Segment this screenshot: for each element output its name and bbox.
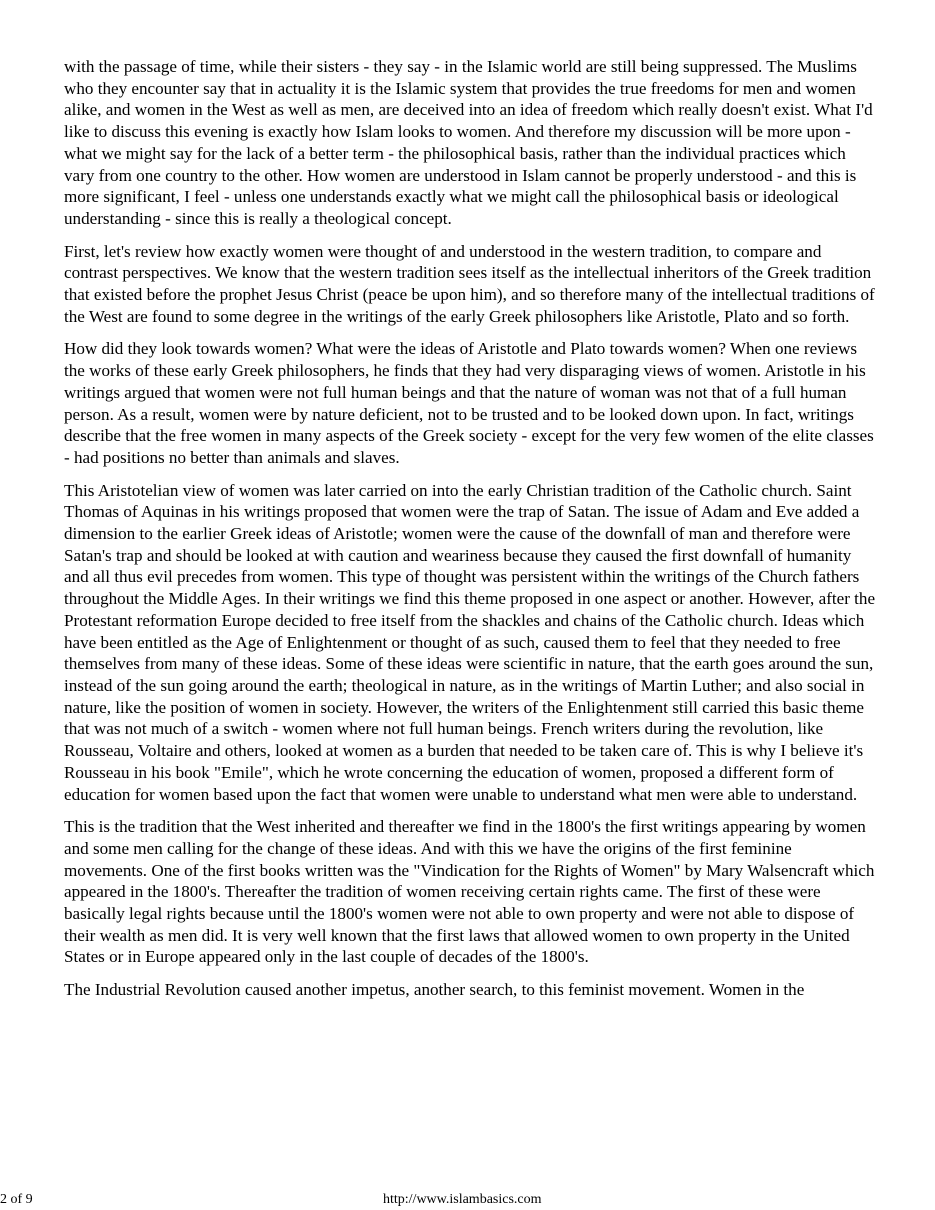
document-body — [64, 56, 876, 1012]
paragraph-1800s-tradition: This is the tradition that the West inherited and thereafter we find in the 1800's the first writings appearing by women and some men calling for the change of these ideas. And with this we have the origins of the first feminine movements. One of the first books written was the "Vindication for the Rights of Women" by Mary Walsencraft which appeared in the 1800's. Thereafter the tradition of women receiving certain rights came. The first of these were basically legal rights because until the 1800's women were not able to own property and were not able to dispose of their wealth as men did. It is very well known that the first laws that allowed women to own property in the United States or in Europe appeared only in the last couple of decades of the 1800's. — [64, 817, 875, 967]
paragraph-aristotelian-view: This Aristotelian view of women was later carried on into the early Christian tradition of the Catholic church. Saint Thomas of Aquinas in his writings proposed that women were the trap of Satan. The issue of Adam and Eve added a dimension to the earlier Greek ideas of Aristotle; women were the cause of the downfall of man and therefore were Satan's trap and should be looked at with caution and weariness because they caused the first downfall of humanity and all thus evil precedes from women. This type of thought was persistent within the writings of the Church fathers throughout the Middle Ages. In their writings we find this theme proposed in one aspect or another. However, after the Protestant reformation Europe decided to free itself from the shackles and chains of the Catholic church. Ideas which have been entitled as the Age of Enlightenment or thought of as such, caused them to feel that they needed to free themselves from many of these ideas. Some of these ideas were scientific in nature, that the earth goes around the sun, instead of the sun going around the earth; theological in nature, as in the writings of Martin Luther; and also social in nature, like the position of women in society. However, the writers of the Enlightenment still carried this basic theme that was not much of a switch - women where not full human beings. French writers during the revolution, like Rousseau, Voltaire and others, looked at women as a burden that needed to be taken care of. This is why I believe it's Rousseau in his book "Emile", which he wrote concerning the education of women, proposed a different form of education for women based upon the fact that women were unable to understand what men were able to understand. — [64, 480, 876, 804]
paragraph-industrial-revolution: The Industrial Revolution caused another impetus, another search, to this feminist movement. Women in the — [64, 980, 805, 1000]
paragraph-western-tradition: First, let's review how exactly women were thought of and understood in the western tradition, to compare and contrast perspectives. We know that the western tradition sees itself as the intellectual inheritors of the Greek tradition that existed before the prophet Jesus Christ (peace be upon him), and so therefore many of the intellectual traditions of the West are found to some degree in the writings of the early Greek philosophers like Aristotle, Plato and so forth. — [64, 241, 875, 326]
page-indicator: 2 of 9 — [0, 1192, 33, 1207]
footer-url: http://www.islambasics.com — [383, 1192, 542, 1207]
paragraph-greek-philosophers: How did they look towards women? What were the ideas of Aristotle and Plato towards women? When one reviews the works of these early Greek philosophers, he finds that they had very disparaging views of women. Aristotle in his writings argued that women were not full human beings and that the nature of woman was not that of a full human person. As a result, women were by nature deficient, not to be trusted and to be looked down upon. In fact, writings describe that the free women in many aspects of the Greek society - except for the very few women of the elite classes - had positions no better than animals and slaves. — [64, 339, 874, 467]
paragraph-intro-continuation: with the passage of time, while their sisters - they say - in the Islamic world are still being suppressed. The Muslims who they encounter say that in actuality it is the Islamic system that provides the true freedoms for men and women alike, and women in the West as well as men, are deceived into an idea of freedom which really doesn't exist. What I'd like to discuss this evening is exactly how Islam looks to women. And therefore my discussion will be more upon - what we might say for the lack of a better term - the philosophical basis, rather than the individual practices which vary from one country to the other. How women are understood in Islam cannot be properly understood - and this is more significant, I feel - unless one understands exactly what we might call the philosophical basis or ideological understanding - since this is really a theological concept. — [64, 57, 873, 228]
